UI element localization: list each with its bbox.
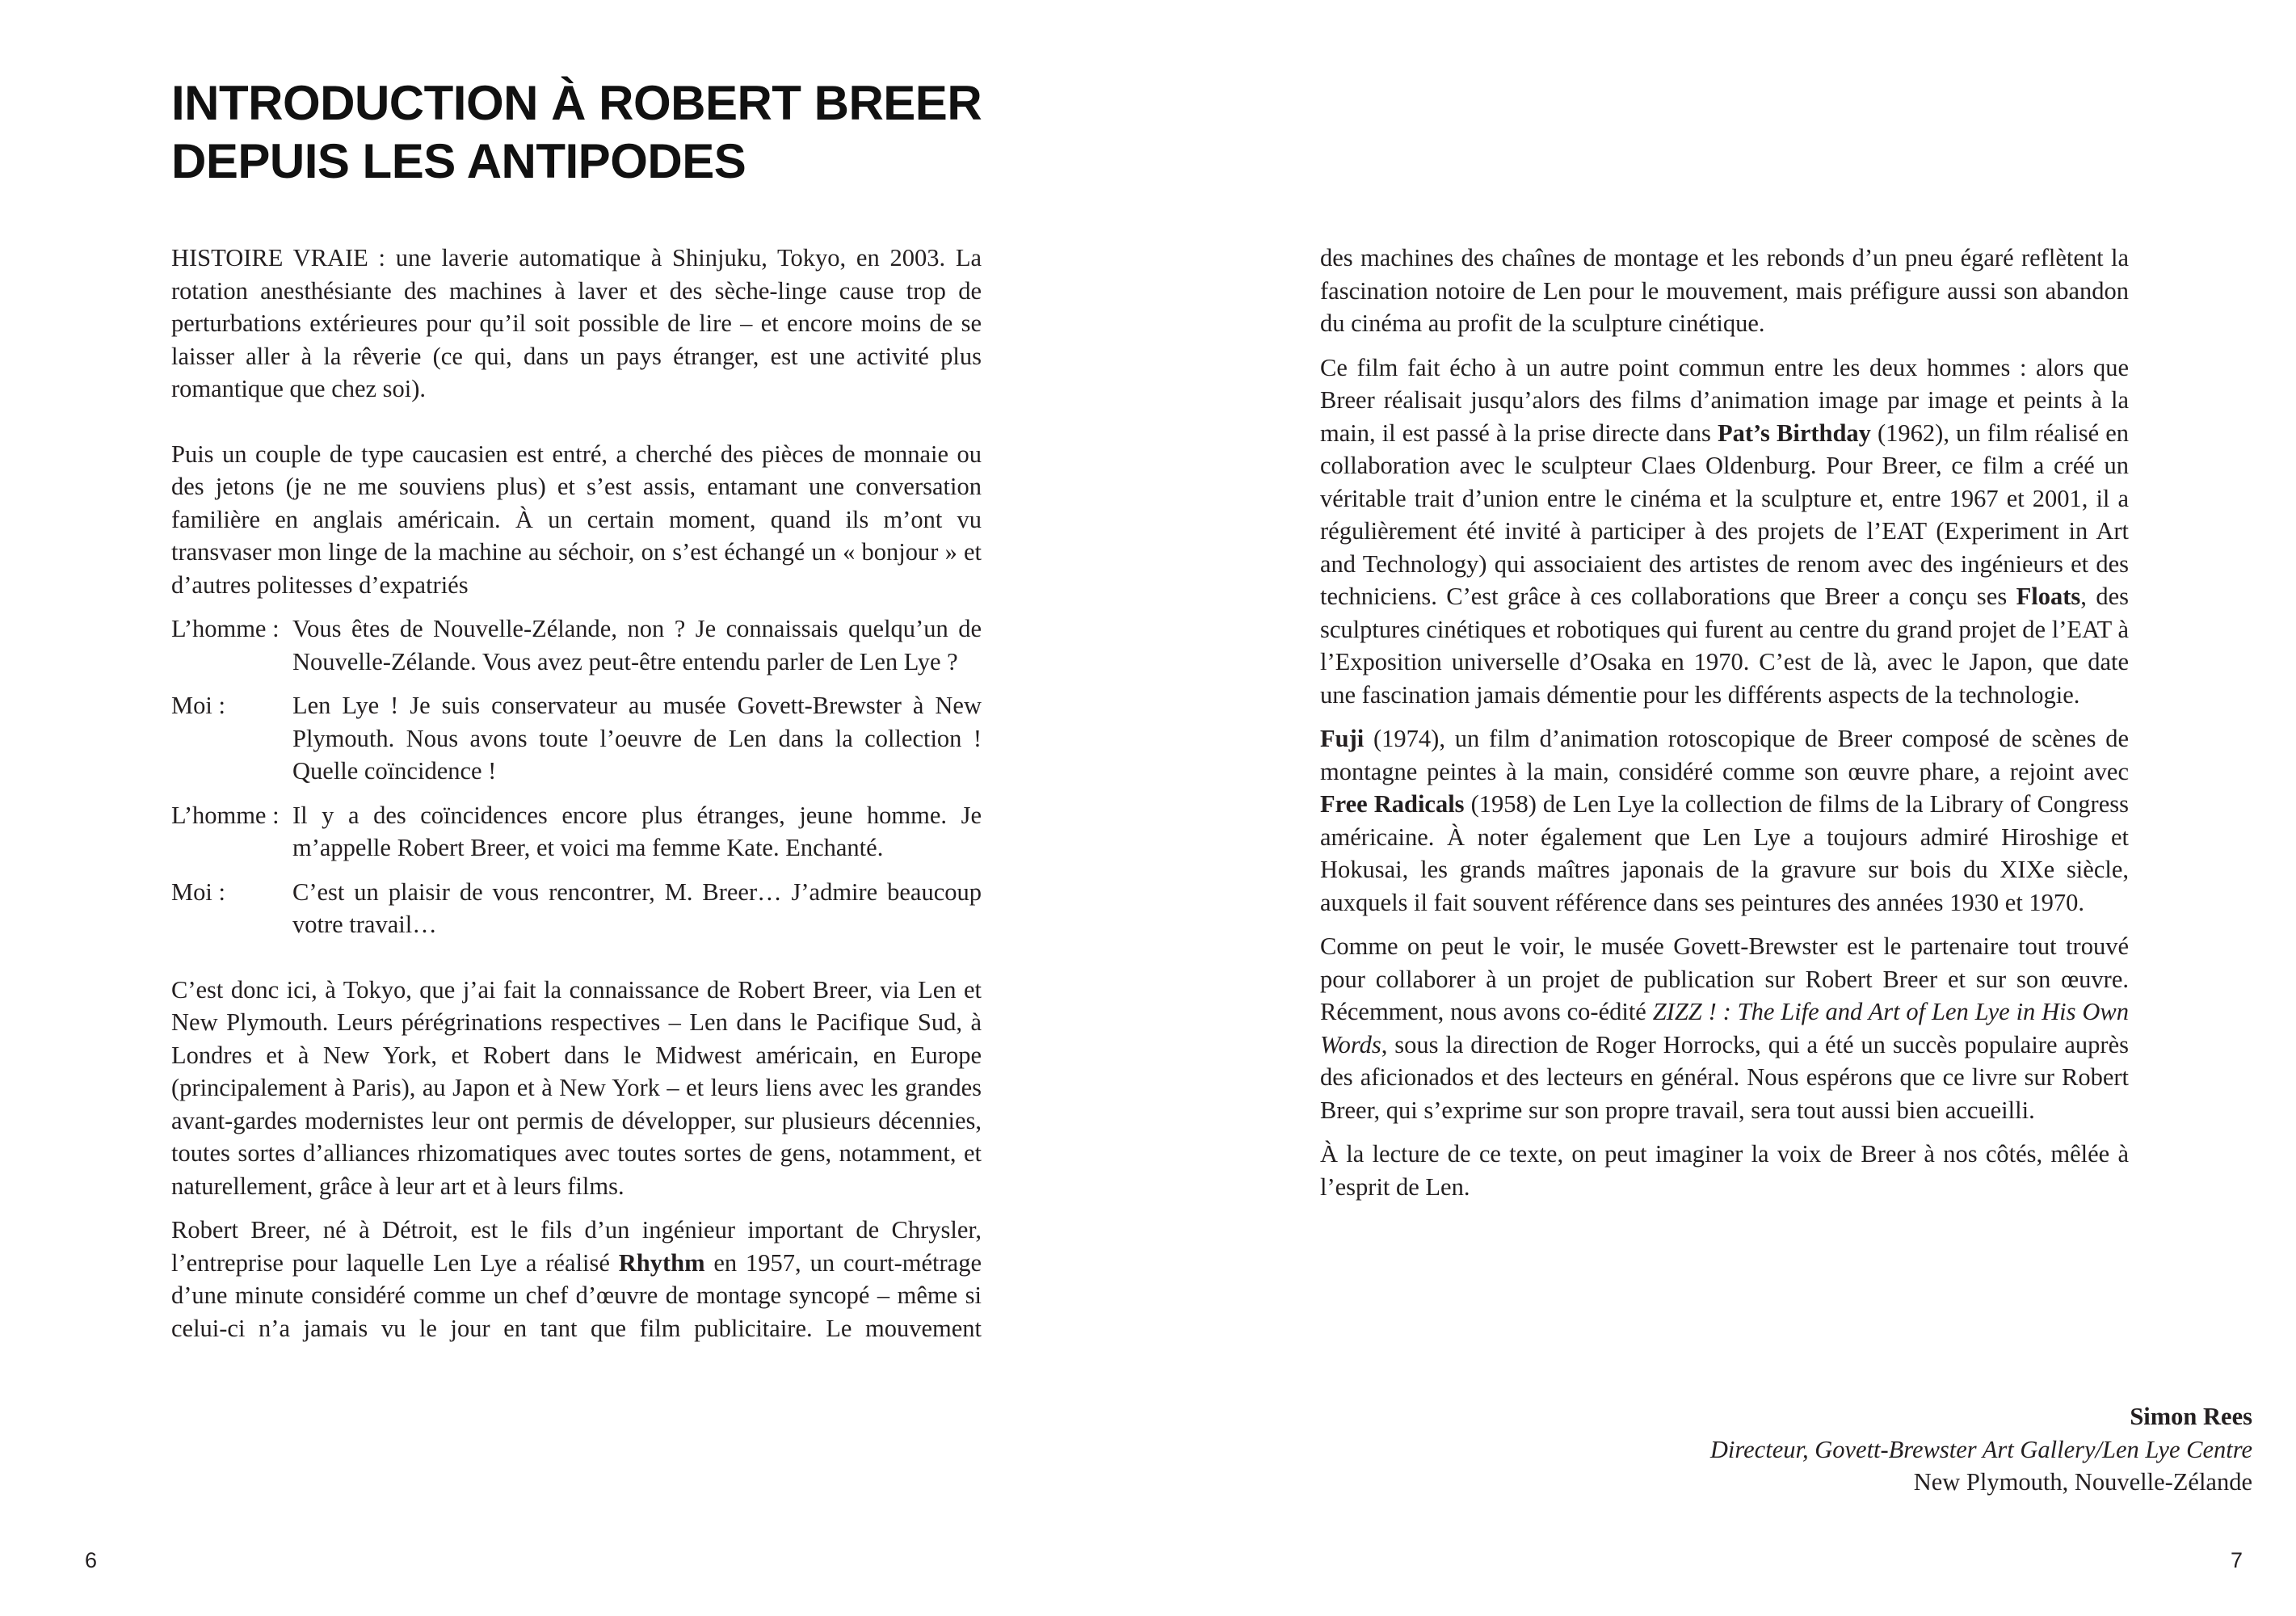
author-role: Directeur, Govett-Brewster Art Gallery/Len Lye Centre [1709,1435,2252,1463]
paragraph-closing: À la lecture de ce texte, on peut imaginer la voix de Breer à nos côtés, mêlée à l’esprit de Len. [1320,1140,2129,1201]
film-title-rhythm: Rhythm [618,1248,705,1277]
paragraph-histoire-vraie: HISTOIRE VRAIE : une laverie automatique à Shinjuku, Tokyo, en 2003. La rotation anesthésiante des machines à laver et des sèche-linge cause trop de perturbations extérieures pour qu’il soit possible de lire – et encore moins de se laisser aller à la rêverie (ce qui, dans un pays étranger, est une activité plus romantique que chez soi). [171,244,982,402]
dialogue-text: Len Lye ! Je suis conservateur au musée Govett-Brewster à New Plymouth. Nous avons toute l’oeuvre de Len dans la collection ! Quelle coïncidence ! [292,692,982,785]
paragraph-couple: Puis un couple de type caucasien est entré, a cherché des pièces de monnaie ou des jetons (je ne me souviens plus) et s’est assis, entamant une conversation familière en anglais américain. À un certain moment, quand ils m’ont vu transvaser mon linge de la machine au séchoir, on s’est échangé un « bonjour » et d’autres politesses d’expatriés [171,440,982,599]
signature-block [1525,1400,2252,1499]
film-title-free-radicals: Free Radicals [1320,790,1465,818]
paragraph-fuji: Fuji (1974), un film d’animation rotoscopique de Breer composé de scènes de montagne peintes à la main, considéré comme son œuvre phare, a rejoint avec Free Radicals (1958) de Len Lye la collection de films de la Library of Congress américaine. À noter également que Len Lye a toujours admiré Hiroshige et Hokusai, les grands maîtres japonais de la gravure sur bois du XIXe siècle, auxquels il fait souvent référence dans ses peintures des années 1930 et 1970. [1320,725,2129,916]
dialogue-line [171,876,982,941]
dialogue-speaker: Moi : [171,877,225,906]
paragraph-publication: Comme on peut le voir, le musée Govett-Brewster est le partenaire tout trouvé pour collaborer à un projet de publication sur Robert Breer et sur son œuvre. Récemment, nous avons co-édité ZIZZ ! : The Life and Art of Len Lye in His Own Words, sous la direction de Roger Horrocks, qui a été un succès populaire auprès des aficionados et des lecteurs en général. Nous espérons que ce livre sur Robert Breer, qui s’exprime sur son propre travail, sera tout aussi bien accueilli. [1320,932,2129,1124]
dialogue-line [171,799,982,865]
dialogue-speaker: L’homme : [171,801,280,829]
title-line-1: INTRODUCTION À ROBERT BREER [171,76,982,130]
artwork-title-floats: Floats [2016,583,2081,610]
paragraph-pats-birthday: Ce film fait écho à un autre point commun entre les deux hommes : alors que Breer réalisait jusqu’alors des films d’animation image par image et peints à la main, il est passé à la prise directe dans Pat’s Birthday (1962), un film réalisé en collaboration avec le sculpteur Claes Oldenburg. Pour Breer, ce film a créé un véritable trait d’union entre le cinéma et la sculpture et, entre 1967 et 2001, il a régulièrement été invité à participer à des projets de l’EAT (Experiment in Art and Technology) qui associaient des artistes de renom avec des ingénieurs et des techniciens. C’est grâce à ces collaborations que Breer a conçu ses Floats, des sculptures cinétiques et robotiques qui furent au centre du grand projet de l’EAT à l’Exposition universelle d’Osaka en 1970. C’est de là, avec le Japon, que date une fascination jamais démentie pour les différents aspects de la technologie. [1320,353,2129,709]
dialogue [171,612,982,941]
dialogue-speaker: L’homme : [171,615,280,642]
dialogue-line [171,689,982,788]
right-page [1148,0,2296,1616]
left-column-text [171,242,982,1356]
paragraph-tokyo-meeting: C’est donc ici, à Tokyo, que j’ai fait la connaissance de Robert Breer, via Len et New Plymouth. Leurs pérégrinations respectives – Len dans le Pacifique Sud, à Londres et à New York, et Robert dans le Midwest américain, en Europe (principalement à Paris), au Japon et à New York – et leurs liens avec les grandes avant-gardes modernistes leur ont permis de développer, sur plusieurs décennies, toutes sortes d’alliances rhizomatiques avec toutes sortes de gens, notamment, et naturellement, grâce à leur art et à leurs films. [171,975,982,1200]
dialogue-speaker: Moi : [171,692,225,719]
paragraph-detroit: Robert Breer, né à Détroit, est le fils d’un ingénieur important de Chrysler, l’entreprise pour laquelle Len Lye a réalisé Rhythm en 1957, un court-métrage d’une minute considéré comme un chef d’œuvre de montage syncopé – même si celui-ci n’a jamais vu le jour en tant que film publicitaire. Le mouvement [171,1216,982,1342]
author-location: New Plymouth, Nouvelle-Zélande [1913,1468,2252,1496]
film-title-pats-birthday: Pat’s Birthday [1717,419,1871,447]
page-number-right: 7 [2230,1548,2243,1572]
dialogue-text: C’est un plaisir de vous rencontrer, M. Breer… J’admire beaucoup votre travail… [292,877,982,938]
right-column-text [1320,242,2129,1214]
title-line-2: DEPUIS LES ANTIPODES [171,134,746,188]
dialogue-text: Vous êtes de Nouvelle-Zélande, non ? Je connaissais quelqu’un de Nouvelle-Zélande. Vous avez peut-être entendu parler de Len Lye ? [292,615,982,675]
dialogue-text: Il y a des coïncidences encore plus étranges, jeune homme. Je m’appelle Robert Breer, et voici ma femme Kate. Enchanté. [292,801,982,861]
author-name: Simon Rees [2130,1403,2252,1430]
page-number-left: 6 [85,1548,98,1572]
book-title-zizz: ZIZZ ! : The Life and Art of Len Lye in His Own Words [1320,998,2129,1058]
page-title [171,74,1060,191]
dialogue-line [171,612,982,678]
film-title-fuji: Fuji [1320,725,1365,752]
paragraph-continuation: des machines des chaînes de montage et les rebonds d’un pneu égaré reflètent la fascination notoire de Len pour le mouvement, mais préfigure aussi son abandon du cinéma au profit de la sculpture cinétique. [1320,244,2129,337]
